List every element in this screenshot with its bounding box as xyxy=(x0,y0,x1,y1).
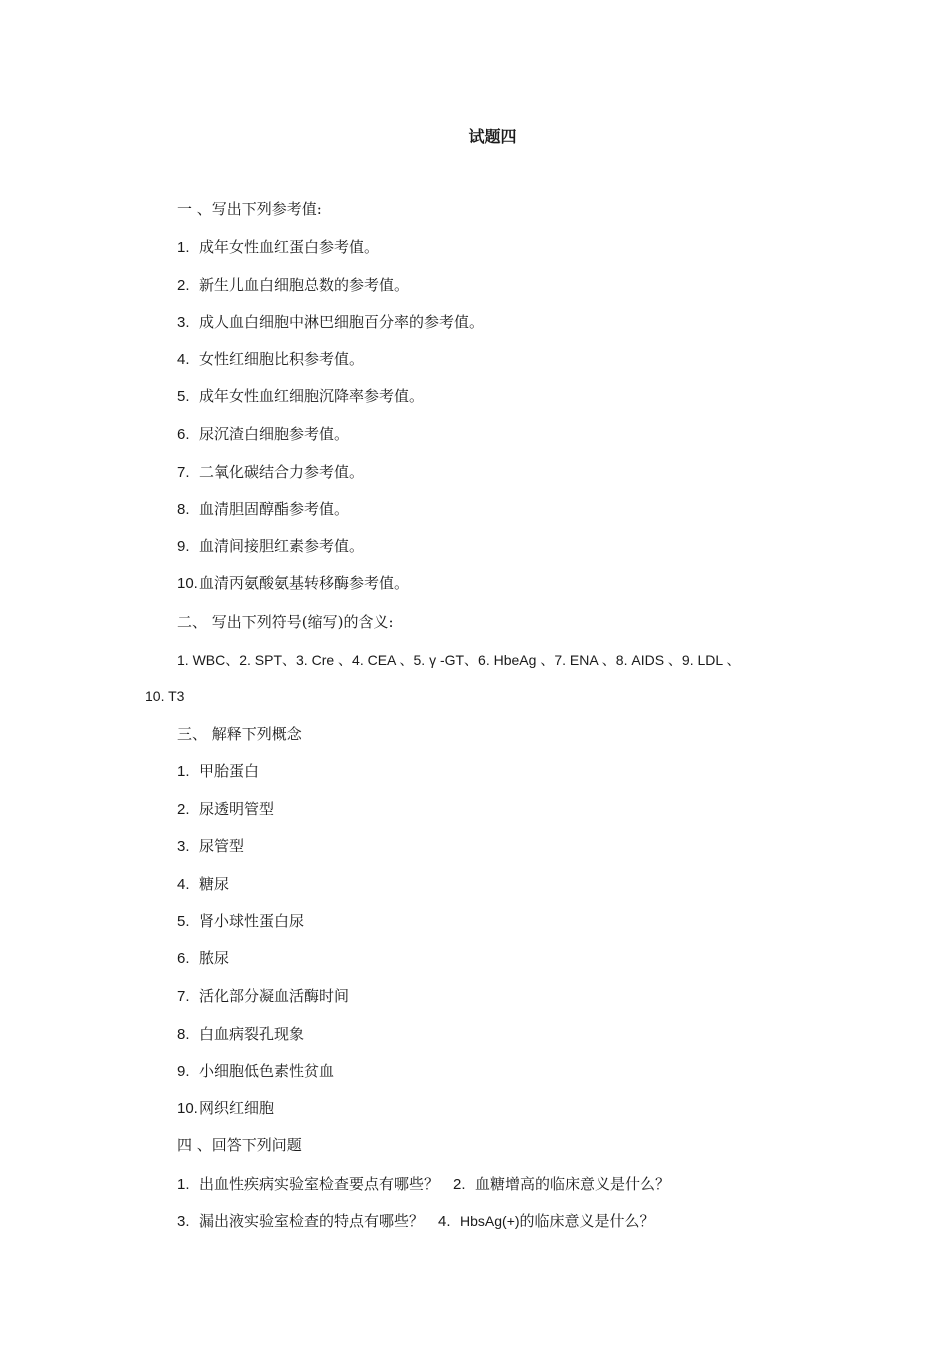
item-text: 小细胞低色素性贫血 xyxy=(199,1062,335,1080)
item-text: 血清丙氨酸氨基转移酶参考值。 xyxy=(199,574,410,592)
item-text: 糖尿 xyxy=(199,875,230,893)
section-4-heading: 四 、回答下列问题 xyxy=(177,1136,302,1154)
item-text: 网织红细胞 xyxy=(199,1099,275,1117)
item-text: 肾小球性蛋白尿 xyxy=(199,912,305,930)
item-number: 3. xyxy=(177,838,190,855)
item-number: 10. xyxy=(177,575,198,592)
question-number: 3. xyxy=(177,1213,190,1230)
item-number: 7. xyxy=(177,988,190,1005)
item-text: 二氧化碳结合力参考值。 xyxy=(199,463,365,481)
list-item xyxy=(177,836,244,857)
item-number: 4. xyxy=(177,351,190,368)
question-text: 血糖增高的临床意义是什么？ xyxy=(475,1175,671,1193)
list-item xyxy=(177,986,349,1007)
item-number: 6. xyxy=(177,950,190,967)
list-item xyxy=(177,462,364,483)
item-number: 2. xyxy=(177,801,190,818)
section-1-heading: 一 、写出下列参考值: xyxy=(177,200,322,218)
question-line xyxy=(177,1211,655,1232)
list-item xyxy=(177,536,364,557)
list-item xyxy=(177,1061,334,1082)
item-text: 脓尿 xyxy=(199,949,230,967)
item-number: 6. xyxy=(177,426,190,443)
item-text: 血清胆固醇酯参考值。 xyxy=(199,500,350,518)
abbreviation-list-continued: 10. T3 xyxy=(145,688,185,704)
question-line xyxy=(177,1174,670,1195)
item-number: 4. xyxy=(177,876,190,893)
question-text: 出血性疾病实验室检查要点有哪些？ xyxy=(199,1175,440,1193)
list-item xyxy=(177,349,364,370)
list-item xyxy=(177,948,229,969)
list-item xyxy=(177,573,409,594)
item-text: 甲胎蛋白 xyxy=(199,762,260,780)
item-text: 新生儿血白细胞总数的参考值。 xyxy=(199,276,410,294)
item-text: 成人血白细胞中淋巴细胞百分率的参考值。 xyxy=(199,313,485,331)
item-number: 10. xyxy=(177,1100,198,1117)
list-item xyxy=(177,1098,274,1119)
item-text: 白血病裂孔现象 xyxy=(199,1025,305,1043)
list-item xyxy=(177,312,484,333)
item-text: 血清间接胆红素参考值。 xyxy=(199,537,365,555)
list-item xyxy=(177,911,304,932)
item-text: 尿透明管型 xyxy=(199,800,275,818)
question-number: 1. xyxy=(177,1176,190,1193)
question-abbreviation: HbsAg(+) xyxy=(460,1213,520,1229)
item-number: 2. xyxy=(177,277,190,294)
question-number: 2. xyxy=(453,1176,466,1193)
item-number: 9. xyxy=(177,538,190,555)
item-number: 8. xyxy=(177,1026,190,1043)
item-number: 1. xyxy=(177,763,190,780)
list-item xyxy=(177,799,274,820)
abbreviation-list: 1. WBC、2. SPT、3. Cre 、4. CEA 、5. γ -GT、6. HbeAg 、7. ENA 、8. AIDS 、9. LDL 、 xyxy=(177,652,741,668)
item-number: 8. xyxy=(177,501,190,518)
list-item xyxy=(177,1024,304,1045)
item-text: 尿沉渣白细胞参考值。 xyxy=(199,425,350,443)
list-item xyxy=(177,499,349,520)
item-text: 女性红细胞比积参考值。 xyxy=(199,350,365,368)
item-number: 9. xyxy=(177,1063,190,1080)
list-item xyxy=(177,386,424,407)
list-item xyxy=(177,424,349,445)
item-number: 3. xyxy=(177,314,190,331)
section-2-heading: 二、 写出下列符号(缩写)的含义: xyxy=(177,613,394,631)
list-item xyxy=(177,761,259,782)
item-text: 成年女性血红蛋白参考值。 xyxy=(199,238,380,256)
item-number: 5. xyxy=(177,388,190,405)
list-item xyxy=(177,275,409,296)
document-title: 试题四 xyxy=(468,127,517,146)
item-number: 1. xyxy=(177,239,190,256)
item-text: 成年女性血红细胞沉降率参考值。 xyxy=(199,387,425,405)
item-text: 尿管型 xyxy=(199,837,245,855)
question-text: 的临床意义是什么？ xyxy=(519,1212,655,1230)
item-number: 5. xyxy=(177,913,190,930)
section-3-heading: 三、 解释下列概念 xyxy=(177,725,302,743)
question-number: 4. xyxy=(438,1213,451,1230)
item-text: 活化部分凝血活酶时间 xyxy=(199,987,350,1005)
question-text: 漏出液实验室检查的特点有哪些？ xyxy=(199,1212,425,1230)
list-item xyxy=(177,237,379,258)
item-number: 7. xyxy=(177,464,190,481)
list-item xyxy=(177,874,229,895)
